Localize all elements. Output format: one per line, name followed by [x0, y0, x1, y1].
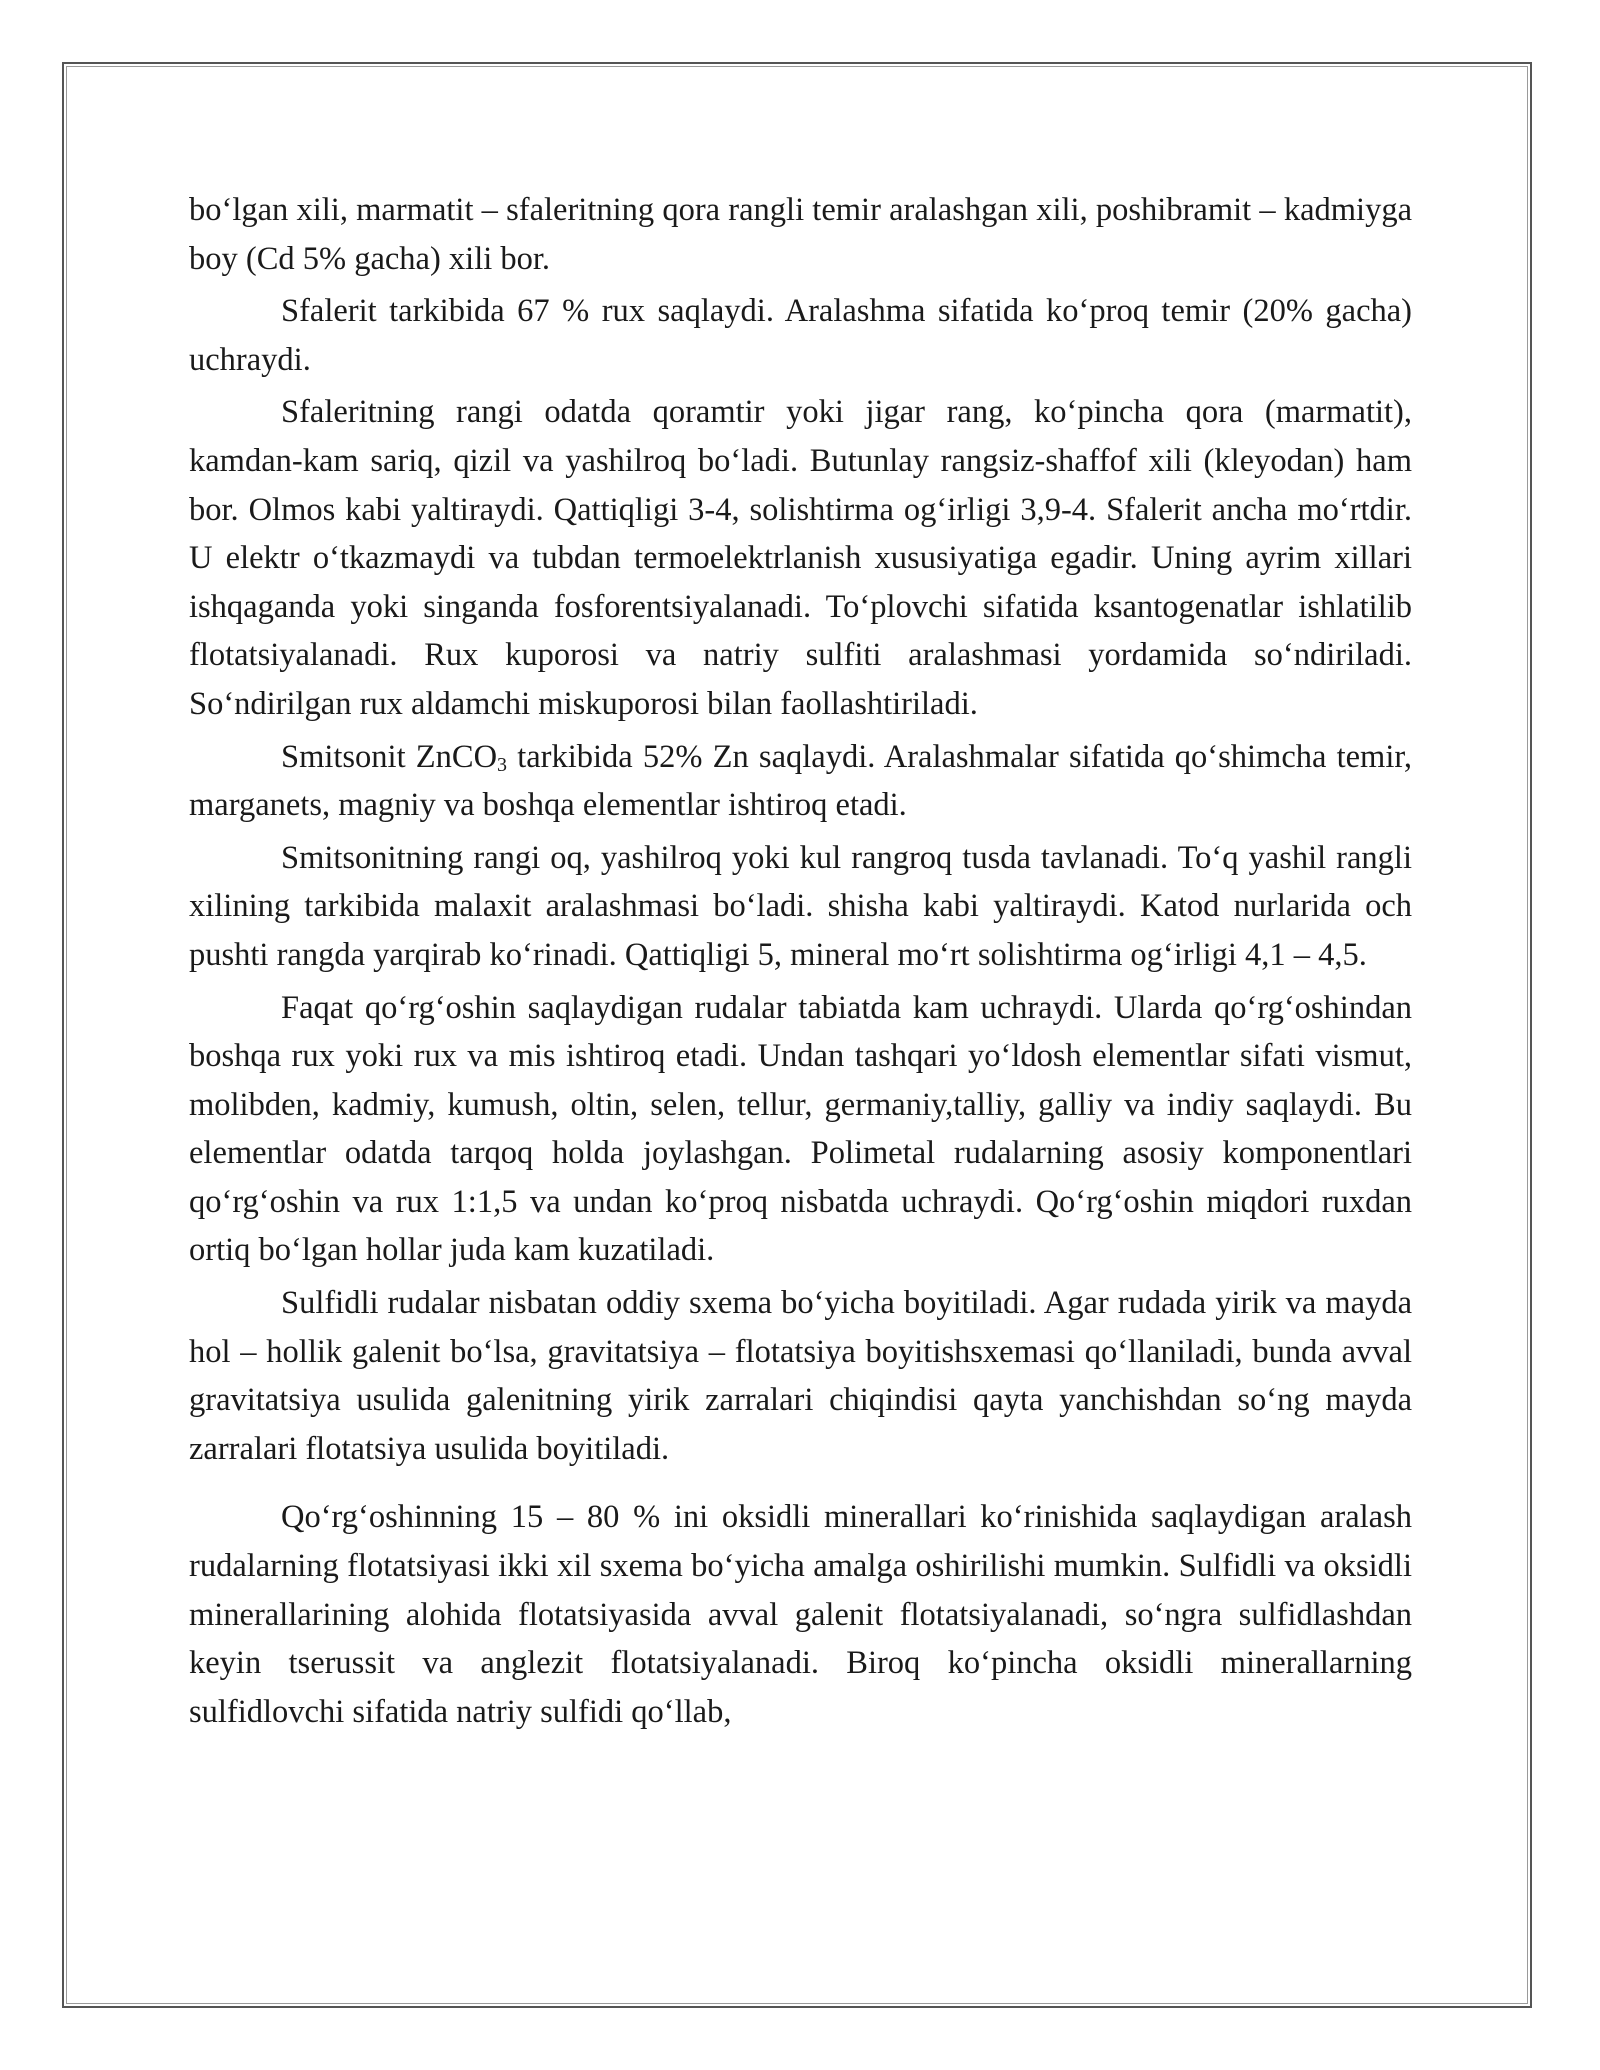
smitsonit-formula-text: Smitsonit ZnCO	[281, 738, 498, 775]
paragraph-sfalerit-properties: Sfaleritning rangi odatda qoramtir yoki jigar rang, ko‘pincha qora (marmatit), kamdan-kam sariq, qizil va yashilroq bo‘ladi. Butunlay rangsiz-shaffof xili (kleyodan) ham bor. Olmos kabi yaltiraydi. Qattiqligi 3-4, solishtirma og‘irligi 3,9-4. Sfalerit ancha mo‘rtdir. U elektr o‘tkazmaydi va tubdan termoelektrlanish xususiyatiga egadir. Uning ayrim xillari ishqaganda yoki singanda fosforentsiyalanadi. To‘plovchi sifatida ksantogenatlar ishlatilib flotatsiyalanadi. Rux kuporosi va natriy sulfiti aralashmasi yordamida so‘ndiriladi. So‘ndirilgan rux aldamchi miskuporosi bilan faollashtiriladi.	[189, 394, 1412, 722]
formula-subscript: 3	[497, 753, 508, 776]
paragraph-smitsonit-properties: Smitsonitning rangi oq, yashilroq yoki kul rangroq tusda tavlanadi. To‘q yashil rangli xilining tarkibida malaxit aralashmasi bo‘ladi. shisha kabi yaltiraydi. Katod nurlarida och pushti rangda yarqirab ko‘rinadi. Qattiqligi 5, mineral mo‘rt solishtirma og‘irligi 4,1 – 4,5.	[189, 839, 1412, 973]
paragraph-sulfide-ores: Sulfidli rudalar nisbatan oddiy sxema bo‘yicha boyitiladi. Agar rudada yirik va mayda hol – hollik galenit bo‘lsa, gravitatsiya – flotatsiya boyitishsxemasi qo‘llaniladi, bunda avval gravitatsiya usulida galenitning yirik zarralari chiqindisi qayta yanchishdan so‘ng mayda zarralari flotatsiya usulida boyitiladi.	[189, 1285, 1412, 1467]
paragraph-continued: bo‘lgan xili, marmatit – sfaleritning qora rangli temir aralashgan xili, poshibramit – kadmiyga boy (Cd 5% gacha) xili bor.	[189, 192, 1412, 277]
paragraph-lead-ores: Faqat qo‘rg‘oshin saqlaydigan rudalar tabiatda kam uchraydi. Ularda qo‘rg‘oshindan boshqa rux yoki rux va mis ishtiroq etadi. Undan tashqari yo‘ldosh elementlar sifati vismut, molibden, kadmiy, kumush, oltin, selen, tellur, germaniy,talliy, galliy va indiy saqlaydi. Bu elementlar odatda tarqoq holda joylashgan. Polimetal rudalarning asosiy komponentlari qo‘rg‘oshin va rux 1:1,5 va undan ko‘proq nisbatda uchraydi. Qo‘rg‘oshin miqdori ruxdan ortiq bo‘lgan hollar juda kam kuzatiladi.	[189, 989, 1412, 1269]
smitsonit-composition-text: tarkibida 52% Zn saqlaydi. Aralashmalar sifatida qo‘shimcha temir, marganets, magniy va boshqa elementlar ishtiroq etadi.	[189, 738, 1412, 824]
paragraph-smitsonit-composition	[189, 733, 1412, 830]
paragraph-mixed-ores: Qo‘rg‘oshinning 15 – 80 % ini oksidli minerallari ko‘rinishida saqlaydigan aralash rudalarning flotatsiyasi ikki xil sxema bo‘yicha amalga oshirilishi mumkin. Sulfidli va oksidli minerallarining alohida flotatsiyasida avval galenit flotatsiyalanadi, so‘ngra sulfidlashdan keyin tserussit va anglezit flotatsiyalanadi. Biroq ko‘pincha oksidli minerallarning sulfidlovchi sifatida natriy sulfidi qo‘llab,	[189, 1499, 1412, 1730]
paragraph-sfalerit-composition: Sfalerit tarkibida 67 % rux saqlaydi. Aralashma sifatida ko‘proq temir (20% gacha) uchraydi.	[189, 293, 1412, 378]
document-body	[189, 186, 1412, 1740]
